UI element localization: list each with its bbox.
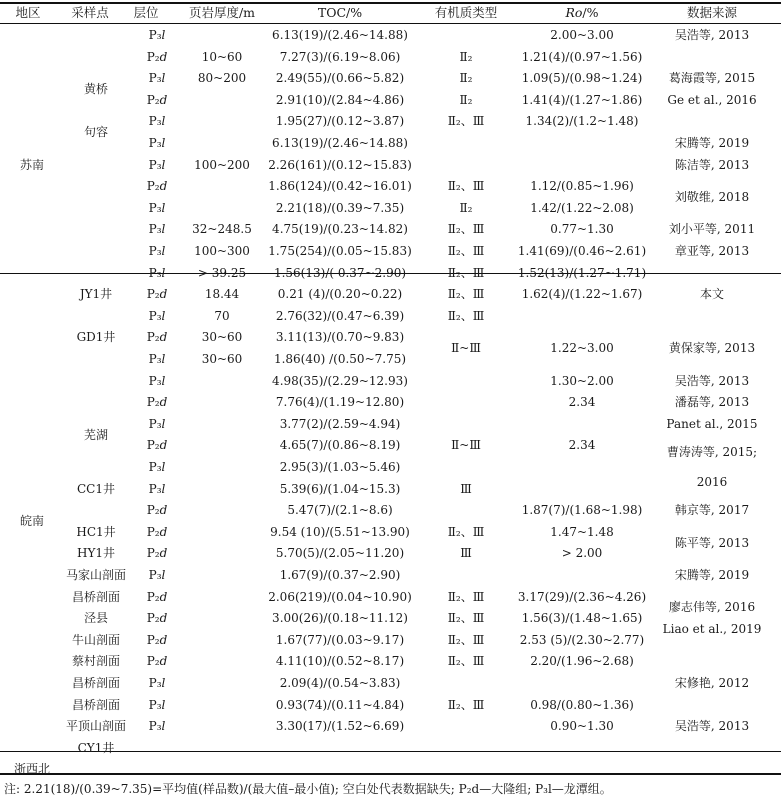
om-type-cell: Ⅱ₂、Ⅲ bbox=[447, 611, 485, 626]
toc-cell: 0.21 (4)/(0.20~0.22) bbox=[277, 287, 403, 302]
om-type-cell: Ⅱ₂、Ⅲ bbox=[447, 632, 485, 647]
source-cell: 吴浩等, 2013 bbox=[674, 373, 750, 388]
site-label: 黄桥 bbox=[83, 82, 109, 96]
toc-cell: 1.95(27)/(0.12~3.87) bbox=[275, 114, 405, 129]
layer-cell: P₃l bbox=[148, 265, 166, 280]
toc-cell: 3.30(17)/(1.52~6.69) bbox=[275, 719, 405, 734]
layer-cell: P₂d bbox=[146, 503, 168, 518]
toc-cell: 2.26(161)/(0.12~15.83) bbox=[268, 157, 412, 172]
layer-cell: P₃l bbox=[148, 481, 166, 496]
header-cell: 层位 bbox=[133, 5, 159, 20]
toc-cell: 5.39(6)/(1.04~15.3) bbox=[279, 481, 401, 496]
source-cell: 吴浩等, 2013 bbox=[674, 28, 750, 42]
source-cell: 廖志伟等, 2016 bbox=[668, 600, 756, 615]
toc-cell: 5.70(5)/(2.05~11.20) bbox=[275, 546, 405, 561]
toc-cell: 2.09(4)/(0.54~3.83) bbox=[279, 676, 401, 690]
om-type-cell: Ⅲ bbox=[460, 481, 472, 496]
om-type-cell: Ⅱ₂ bbox=[459, 49, 473, 64]
source-cell: 章亚等, 2013 bbox=[674, 244, 750, 258]
ro-cell: 2.34 bbox=[568, 438, 596, 453]
layer-cell: P₃l bbox=[148, 352, 166, 366]
layer-cell: P₂d bbox=[146, 632, 168, 647]
thickness-cell: > 39.25 bbox=[197, 265, 247, 280]
ro-cell: 1.47~1.48 bbox=[550, 524, 614, 539]
toc-cell: 2.91(10)/(2.84~4.86) bbox=[275, 92, 405, 107]
layer-cell: P₂d bbox=[146, 49, 168, 64]
toc-cell: 2.95(3)/(1.03~5.46) bbox=[279, 460, 401, 474]
layer-cell: P₃l bbox=[148, 114, 166, 129]
thickness-cell: 10~60 bbox=[201, 49, 243, 64]
thickness-cell: 80~200 bbox=[197, 71, 247, 86]
om-type-cell: Ⅱ₂ bbox=[459, 200, 473, 215]
site-label: 牛山剖面 bbox=[71, 632, 121, 647]
toc-cell: 1.86(124)/(0.42~16.01) bbox=[268, 179, 412, 194]
source-cell: 陈平等, 2013 bbox=[674, 535, 750, 550]
site-label: 昌桥剖面 bbox=[71, 589, 121, 604]
source-cell: Ge et al., 2016 bbox=[667, 92, 757, 107]
site-label: 芜湖 bbox=[83, 427, 109, 442]
source-cell: Liao et al., 2019 bbox=[662, 622, 762, 636]
toc-cell: 4.98(35)/(2.29~12.93) bbox=[272, 373, 408, 388]
om-type-cell: Ⅱ₂ bbox=[459, 71, 473, 86]
layer-cell: P₂d bbox=[146, 589, 168, 604]
om-type-cell: Ⅱ₂、Ⅲ bbox=[447, 179, 485, 194]
toc-cell: 4.65(7)/(0.86~8.19) bbox=[279, 438, 401, 453]
toc-cell: 2.76(32)/(0.47~6.39) bbox=[275, 308, 405, 323]
om-type-cell: Ⅱ₂、Ⅲ bbox=[447, 654, 485, 669]
region-label: 苏南 bbox=[19, 157, 45, 172]
layer-cell: P₂d bbox=[146, 330, 168, 345]
thickness-cell: 32~248.5 bbox=[192, 222, 252, 237]
layer-cell: P₃l bbox=[148, 676, 166, 690]
toc-cell: 3.11(13)/(0.70~9.83) bbox=[275, 330, 405, 345]
thickness-cell: 18.44 bbox=[204, 287, 240, 302]
layer-cell: P₂d bbox=[146, 92, 168, 107]
site-label: 平顶山剖面 bbox=[65, 719, 127, 734]
site-label: 句容 bbox=[83, 125, 109, 140]
source-cell: 宋腾等, 2019 bbox=[674, 568, 750, 582]
toc-cell: 1.56(13)/( 0.37~2.90) bbox=[273, 265, 407, 280]
toc-cell: 9.54 (10)/(5.51~13.90) bbox=[270, 524, 410, 539]
layer-cell: P₃l bbox=[148, 200, 166, 215]
site-label: 昌桥剖面 bbox=[71, 697, 121, 712]
region-label: 皖南 bbox=[19, 514, 45, 528]
ro-cell: 1.09(5)/(0.98~1.24) bbox=[521, 71, 643, 86]
ro-cell: 1.87(7)/(1.68~1.98) bbox=[521, 503, 643, 518]
toc-cell: 1.67(77)/(0.03~9.17) bbox=[275, 632, 405, 647]
toc-cell: 7.27(3)/(6.19~8.06) bbox=[279, 49, 401, 64]
ro-cell: 1.52(13)/(1.27~1.71) bbox=[517, 265, 647, 280]
om-type-cell: Ⅱ₂、Ⅲ bbox=[447, 524, 485, 539]
layer-cell: P₂d bbox=[146, 438, 168, 453]
source-cell: 曹涛涛等, 2015; bbox=[666, 444, 758, 459]
ro-cell: 1.30~2.00 bbox=[550, 373, 614, 388]
site-label: 蔡村剖面 bbox=[71, 654, 121, 669]
layer-cell: P₃l bbox=[148, 222, 166, 237]
layer-cell: P₂d bbox=[146, 546, 168, 561]
layer-cell: P₃l bbox=[148, 373, 166, 388]
thickness-cell: 30~60 bbox=[201, 330, 243, 345]
om-type-cell: Ⅱ₂、Ⅲ bbox=[447, 287, 485, 302]
ro-cell: > 2.00 bbox=[561, 546, 603, 561]
source-cell: 黄保家等, 2013 bbox=[668, 341, 756, 356]
toc-cell: 3.00(26)/(0.18~11.12) bbox=[272, 611, 408, 626]
toc-cell: 4.75(19)/(0.23~14.82) bbox=[272, 222, 408, 237]
source-cell: 葛海霞等, 2015 bbox=[668, 71, 756, 86]
ro-cell: 2.53 (5)/(2.30~2.77) bbox=[519, 632, 645, 647]
toc-cell: 2.06(219)/(0.04~10.90) bbox=[268, 589, 412, 604]
toc-cell: 0.93(74)/(0.11~4.84) bbox=[275, 697, 405, 712]
om-type-cell: Ⅱ₂、Ⅲ bbox=[447, 589, 485, 604]
layer-cell: P₂d bbox=[146, 611, 168, 626]
source-cell: 刘敬维, 2018 bbox=[674, 190, 750, 204]
layer-cell: P₃l bbox=[148, 719, 166, 734]
thickness-cell: 30~60 bbox=[201, 352, 243, 366]
site-label: GD1井 bbox=[76, 330, 116, 345]
header-cell: 数据来源 bbox=[686, 5, 738, 20]
layer-cell: P₂d bbox=[146, 287, 168, 302]
site-label: CY1井 bbox=[77, 740, 115, 755]
om-type-cell: Ⅱ₂、Ⅲ bbox=[447, 114, 485, 129]
ro-cell: 1.56(3)/(1.48~1.65) bbox=[521, 611, 643, 626]
layer-cell: P₃l bbox=[148, 136, 166, 150]
om-type-cell: Ⅱ₂ bbox=[459, 92, 473, 107]
header-cell: 页岩厚度/m bbox=[188, 5, 256, 20]
layer-cell: P₂d bbox=[146, 654, 168, 669]
ro-cell: 1.12/(0.85~1.96) bbox=[530, 179, 634, 194]
source-cell: 陈洁等, 2013 bbox=[674, 157, 750, 172]
top-rule bbox=[0, 2, 781, 4]
header-rule bbox=[0, 23, 781, 24]
om-type-cell: Ⅱ₂、Ⅲ bbox=[447, 308, 485, 323]
ro-cell: 2.34 bbox=[568, 395, 596, 410]
layer-cell: P₃l bbox=[148, 568, 166, 582]
toc-cell: 4.11(10)/(0.52~8.17) bbox=[275, 654, 405, 669]
source-cell: 2016 bbox=[696, 475, 728, 490]
ro-cell: 0.98/(0.80~1.36) bbox=[530, 697, 634, 712]
header-cell: TOC/% bbox=[317, 5, 363, 20]
site-label: 昌桥剖面 bbox=[71, 676, 121, 690]
ro-cell: 1.62(4)/(1.22~1.67) bbox=[521, 287, 643, 302]
toc-cell: 6.13(19)/(2.46~14.88) bbox=[272, 136, 408, 150]
toc-cell: 7.76(4)/(1.19~12.80) bbox=[275, 395, 405, 410]
layer-cell: P₃l bbox=[148, 28, 166, 42]
site-label: HC1井 bbox=[76, 524, 116, 539]
header-cell: 有机质类型 bbox=[434, 5, 498, 20]
ro-cell: 0.90~1.30 bbox=[550, 719, 614, 734]
site-label: 泾县 bbox=[83, 611, 109, 626]
ro-cell: 2.20/(1.96~2.68) bbox=[530, 654, 634, 669]
toc-cell: 1.75(254)/(0.05~15.83) bbox=[268, 244, 412, 258]
om-type-cell: Ⅱ₂、Ⅲ bbox=[447, 697, 485, 712]
source-cell: 韩京等, 2017 bbox=[674, 503, 750, 518]
om-type-cell: Ⅱ₂、Ⅲ bbox=[447, 222, 485, 237]
source-cell: 宋修艳, 2012 bbox=[674, 676, 750, 690]
ro-cell: 1.22~3.00 bbox=[550, 341, 614, 356]
toc-cell: 2.21(18)/(0.39~7.35) bbox=[275, 200, 405, 215]
toc-cell: 5.47(7)/(2.1~8.6) bbox=[287, 503, 393, 518]
toc-cell: 6.13(19)/(2.46~14.88) bbox=[272, 28, 408, 42]
site-label: 马家山剖面 bbox=[65, 568, 127, 582]
site-label: CC1井 bbox=[77, 481, 115, 496]
header-cell: 采样点 bbox=[71, 5, 109, 20]
layer-cell: P₂d bbox=[146, 395, 168, 410]
ro-cell: 1.41(69)/(0.46~2.61) bbox=[517, 244, 647, 258]
source-cell: 宋腾等, 2019 bbox=[674, 136, 750, 150]
thickness-cell: 70 bbox=[214, 308, 230, 323]
toc-cell: 3.77(2)/(2.59~4.94) bbox=[279, 416, 401, 431]
layer-cell: P₃l bbox=[148, 71, 166, 86]
table-note: 注: 2.21(18)/(0.39~7.35)=平均值(样品数)/(最大值–最小值); 空白处代表数据缺失; P₂d—大隆组; P₃l—龙潭组。 bbox=[4, 782, 612, 796]
layer-cell: P₃l bbox=[148, 308, 166, 323]
thickness-cell: 100~200 bbox=[194, 157, 250, 172]
site-label: HY1井 bbox=[76, 546, 116, 561]
om-type-cell: Ⅱ~Ⅲ bbox=[451, 438, 481, 453]
ro-cell: 1.34(2)/(1.2~1.48) bbox=[525, 114, 639, 129]
thickness-cell: 100~300 bbox=[194, 244, 250, 258]
source-cell: Panet al., 2015 bbox=[666, 416, 758, 431]
source-cell: 刘小平等, 2011 bbox=[668, 222, 756, 237]
region-divider-2 bbox=[0, 751, 781, 752]
toc-cell: 1.67(9)/(0.37~2.90) bbox=[279, 568, 401, 582]
om-type-cell: Ⅱ₂、Ⅲ bbox=[447, 265, 485, 280]
toc-cell: 2.49(55)/(0.66~5.82) bbox=[275, 71, 405, 86]
header-cell: 地区 bbox=[15, 5, 41, 20]
om-type-cell: Ⅱ~Ⅲ bbox=[451, 341, 481, 356]
om-type-cell: Ⅲ bbox=[460, 546, 472, 561]
header-cell: Ro/% bbox=[565, 5, 599, 20]
layer-cell: P₃l bbox=[148, 460, 166, 474]
site-label: JY1井 bbox=[79, 287, 113, 302]
om-type-cell: Ⅱ₂、Ⅲ bbox=[447, 244, 485, 258]
ro-cell: 1.41(4)/(1.27~1.86) bbox=[521, 92, 643, 107]
bottom-rule bbox=[0, 773, 781, 775]
layer-cell: P₃l bbox=[148, 244, 166, 258]
source-cell: 潘磊等, 2013 bbox=[674, 395, 750, 410]
layer-cell: P₃l bbox=[148, 157, 166, 172]
ro-cell: 3.17(29)/(2.36~4.26) bbox=[517, 589, 647, 604]
ro-cell: 0.77~1.30 bbox=[550, 222, 614, 237]
source-cell: 吴浩等, 2013 bbox=[674, 719, 750, 734]
layer-cell: P₂d bbox=[146, 524, 168, 539]
layer-cell: P₃l bbox=[148, 697, 166, 712]
layer-cell: P₂d bbox=[146, 179, 168, 194]
region-label: 浙西北 bbox=[13, 762, 51, 777]
ro-cell: 1.42/(1.22~2.08) bbox=[530, 200, 634, 215]
layer-cell: P₃l bbox=[148, 416, 166, 431]
source-cell: 本文 bbox=[699, 287, 725, 302]
toc-cell: 1.86(40) /(0.50~7.75) bbox=[273, 352, 407, 366]
ro-cell: 2.00~3.00 bbox=[550, 28, 614, 42]
ro-cell: 1.21(4)/(0.97~1.56) bbox=[521, 49, 643, 64]
